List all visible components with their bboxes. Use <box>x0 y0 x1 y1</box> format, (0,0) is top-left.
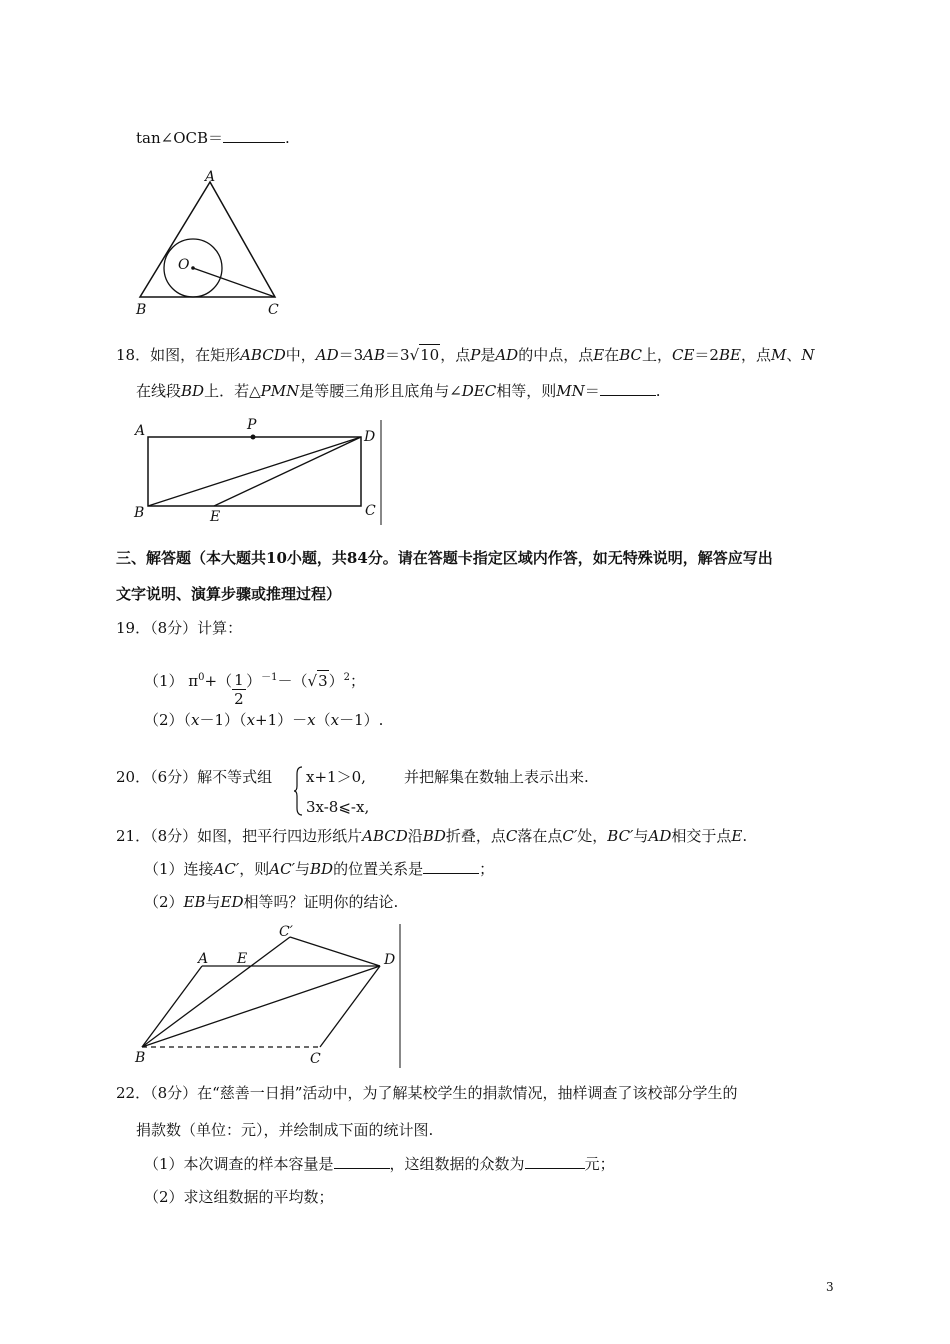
triangle-abc <box>140 182 275 297</box>
segment-cpd <box>290 937 380 966</box>
section-3-heading: 三、解答题（本大题共10小题，共84分。请在答题卡指定区域内作答，如无特殊说明，解答应写出 <box>116 549 773 567</box>
segment-ed <box>214 437 361 506</box>
segment-bcp <box>142 937 290 1047</box>
answer-blank <box>423 859 479 874</box>
q20-inequality-2: 3x-8⩽-x, <box>306 798 370 816</box>
page-number: 3 <box>826 1280 834 1294</box>
label-c-prime: C′ <box>279 924 293 940</box>
label-e: E <box>210 509 221 525</box>
segment-bd <box>148 437 361 506</box>
figure-21-fold <box>130 922 410 1072</box>
sqrt-10: √10 <box>409 346 440 364</box>
q18-line2: 在线段BD上．若△PMN是等腰三角形且底角与∠DEC相等，则MN＝ . <box>136 382 661 400</box>
figure-18-rectangle <box>130 415 390 530</box>
label-c: C <box>268 302 279 318</box>
q21-line1: 21．（8分）如图，把平行四边形纸片ABCD沿BD折叠，点C落在点C′处，BC′与AD相交于点E. <box>116 827 748 845</box>
label-c: C <box>365 503 376 519</box>
q22-part2: （2）求这组数据的平均数； <box>144 1188 334 1206</box>
label-b: B <box>136 302 147 318</box>
figure-17-triangle <box>130 165 290 325</box>
label-e: E <box>237 951 248 967</box>
answer-blank <box>600 381 656 396</box>
q19-part2: （2）（x－1）（x+1）－x（x－1）. <box>144 711 384 729</box>
q18-line1: 18．如图，在矩形ABCD中，AD＝3AB＝3√10，点P是AD的中点，点E在BC上，CE＝2BE，点M、N <box>116 346 815 364</box>
q19-part1: （1） $\pi^0+$（ $\frac{1}{2}$ ）$^{-1}-(√3)^2$； <box>144 671 366 708</box>
label-d: D <box>384 952 396 968</box>
label-b: B <box>134 505 145 521</box>
segment-dc <box>320 966 380 1047</box>
label-a: A <box>135 423 146 439</box>
label-a: A <box>198 951 209 967</box>
q17-tail: tan∠OCB＝ . <box>136 129 290 147</box>
segment-oc <box>193 268 275 297</box>
segment-bd <box>142 966 380 1047</box>
q20-inequality-1: x+1＞0, <box>306 768 366 786</box>
sqrt-3: √3 <box>307 672 328 690</box>
label-p: P <box>247 417 257 433</box>
q19-heading: 19．（8分）计算： <box>116 619 243 637</box>
label-o: O <box>178 257 190 273</box>
q20-heading: 20．（6分）解不等式组 <box>116 768 273 786</box>
brace-icon <box>294 766 304 816</box>
label-d: D <box>364 429 376 445</box>
q20-tail: 并把解集在数轴上表示出来. <box>404 768 589 786</box>
point-p <box>251 435 256 440</box>
answer-blank <box>334 1154 390 1169</box>
label-a: A <box>205 169 216 185</box>
q21-part2: （2）EB与ED相等吗？证明你的结论. <box>144 893 399 911</box>
answer-blank <box>223 128 285 143</box>
answer-blank <box>525 1154 585 1169</box>
section-3-heading-cont: 文字说明、演算步骤或推理过程） <box>116 585 342 603</box>
q21-part1: （1）连接AC′，则AC′与BD的位置关系是 ； <box>144 860 495 878</box>
q22-line1: 22．（8分）在“慈善一日捐”活动中，为了解某校学生的捐款情况，抽样调查了该校部分学生的 <box>116 1084 738 1102</box>
segment-ba <box>142 966 202 1047</box>
label-c: C <box>310 1051 321 1067</box>
fraction-one-half: $\frac{1}{2}$ <box>232 670 246 710</box>
point-o <box>191 266 195 270</box>
q22-line2: 捐款数（单位：元），并绘制成下面的统计图. <box>136 1121 434 1139</box>
q22-part1: （1）本次调查的样本容量是 ，这组数据的众数为 元； <box>144 1155 615 1173</box>
label-b: B <box>135 1050 146 1066</box>
